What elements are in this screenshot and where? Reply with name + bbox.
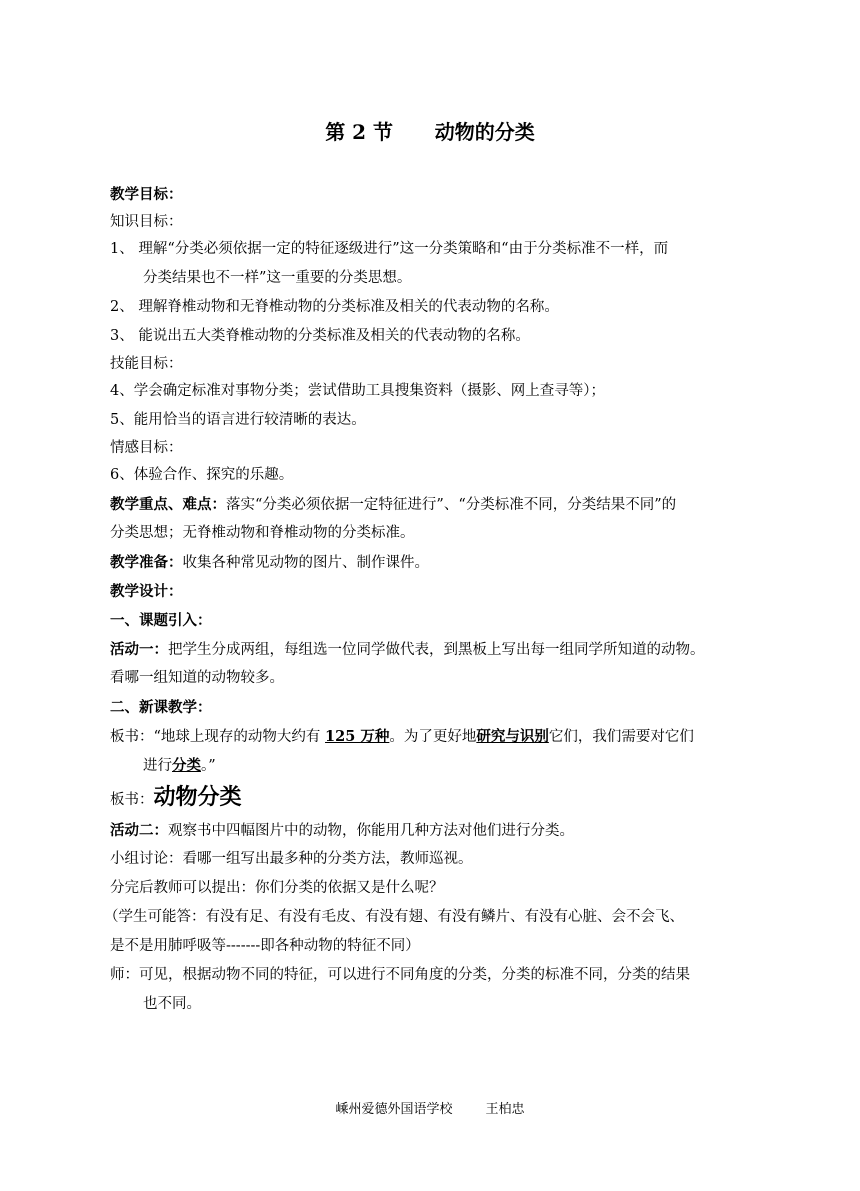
page-footer: 嵊州爱德外国语学校 王柏忠 — [335, 1102, 525, 1117]
part1-heading: 一、课题引入： — [110, 612, 212, 629]
student-answer-cont: 是不是用肺呼吸等-------即各种动物的特征不同） — [110, 938, 420, 954]
preparation — [110, 548, 766, 577]
board-note-2 — [110, 780, 766, 816]
activity-1 — [110, 635, 766, 664]
skill-heading: 技能目标： — [110, 356, 183, 372]
underlined-count: 125 万种 — [325, 728, 390, 745]
key-points-text: 落实“分类必须依据一定特征进行”、“分类标准不同，分类结果不同”的 — [226, 497, 677, 513]
document-body — [104, 180, 766, 1019]
part2-heading: 二、新课教学： — [110, 699, 212, 716]
activity-2 — [110, 816, 766, 845]
board-note-2-title: 动物分类 — [153, 785, 242, 810]
teacher-conclusion: 师：可见，根据动物不同的特征，可以进行不同角度的分类，分类的标准不同，分类的结果 — [110, 967, 690, 983]
teacher-question: 分完后教师可以提出：你们分类的依据又是什么呢？ — [110, 880, 444, 896]
teacher-conclusion-cont: 也不同。 — [143, 996, 201, 1012]
group-discussion: 小组讨论：看哪一组写出最多种的分类方法，教师巡视。 — [110, 851, 473, 867]
knowledge-item-2: 2、 理解脊椎动物和无脊椎动物的分类标准及相关的代表动物的名称。 — [110, 299, 559, 315]
emotion-item-6: 6、体验合作、探究的乐趣。 — [110, 467, 294, 483]
board-note-2-label: 板书： — [110, 792, 154, 808]
knowledge-item-3: 3、 能说出五大类脊椎动物的分类标准及相关的代表动物的名称。 — [110, 328, 530, 344]
key-points — [110, 490, 766, 519]
design-heading: 教学设计： — [110, 583, 183, 600]
activity-1-cont: 看哪一组知道的动物较多。 — [110, 670, 284, 686]
knowledge-item-1: 1、 理解“分类必须依据一定的特征逐级进行”这一分类策略和“由于分类标准不一样，而 — [110, 241, 669, 257]
board-note-1: 板书：“地球上现存的动物大约有 125 万种。为了更好地研究与识别它们，我们需要对它们 — [110, 728, 694, 745]
key-points-cont: 分类思想；无脊椎动物和脊椎动物的分类标准。 — [110, 525, 415, 541]
underlined-research: 研究与识别 — [476, 728, 549, 745]
knowledge-item-1-cont: 分类结果也不一样”这一重要的分类思想。 — [143, 270, 412, 286]
page-title: 第 2 节 动物的分类 — [325, 120, 535, 144]
underlined-classify: 分类 — [172, 757, 201, 774]
skill-item-5: 5、能用恰当的语言进行较清晰的表达。 — [110, 412, 366, 428]
activity-2-label: 活动二： — [110, 822, 168, 839]
student-answer: （学生可能答：有没有足、有没有毛皮、有没有翅、有没有鳞片、有没有心脏、会不会飞、 — [104, 909, 684, 925]
activity-2-text: 观察书中四幅图片中的动物，你能用几种方法对他们进行分类。 — [168, 823, 574, 839]
key-points-label: 教学重点、难点： — [110, 496, 226, 513]
knowledge-heading: 知识目标： — [110, 214, 183, 230]
activity-1-label: 活动一： — [110, 641, 168, 658]
objectives-heading: 教学目标： — [110, 186, 183, 203]
board-note-1-cont: 进行分类。” — [143, 757, 216, 774]
activity-1-text: 把学生分成两组，每组选一位同学做代表，到黑板上写出每一组同学所知道的动物。 — [168, 642, 705, 658]
emotion-heading: 情感目标： — [110, 440, 183, 456]
preparation-text: 收集各种常见动物的图片、制作课件。 — [182, 555, 429, 571]
skill-item-4: 4、学会确定标准对事物分类；尝试借助工具搜集资料（摄影、网上查寻等）； — [110, 383, 605, 399]
preparation-label: 教学准备： — [110, 554, 183, 571]
